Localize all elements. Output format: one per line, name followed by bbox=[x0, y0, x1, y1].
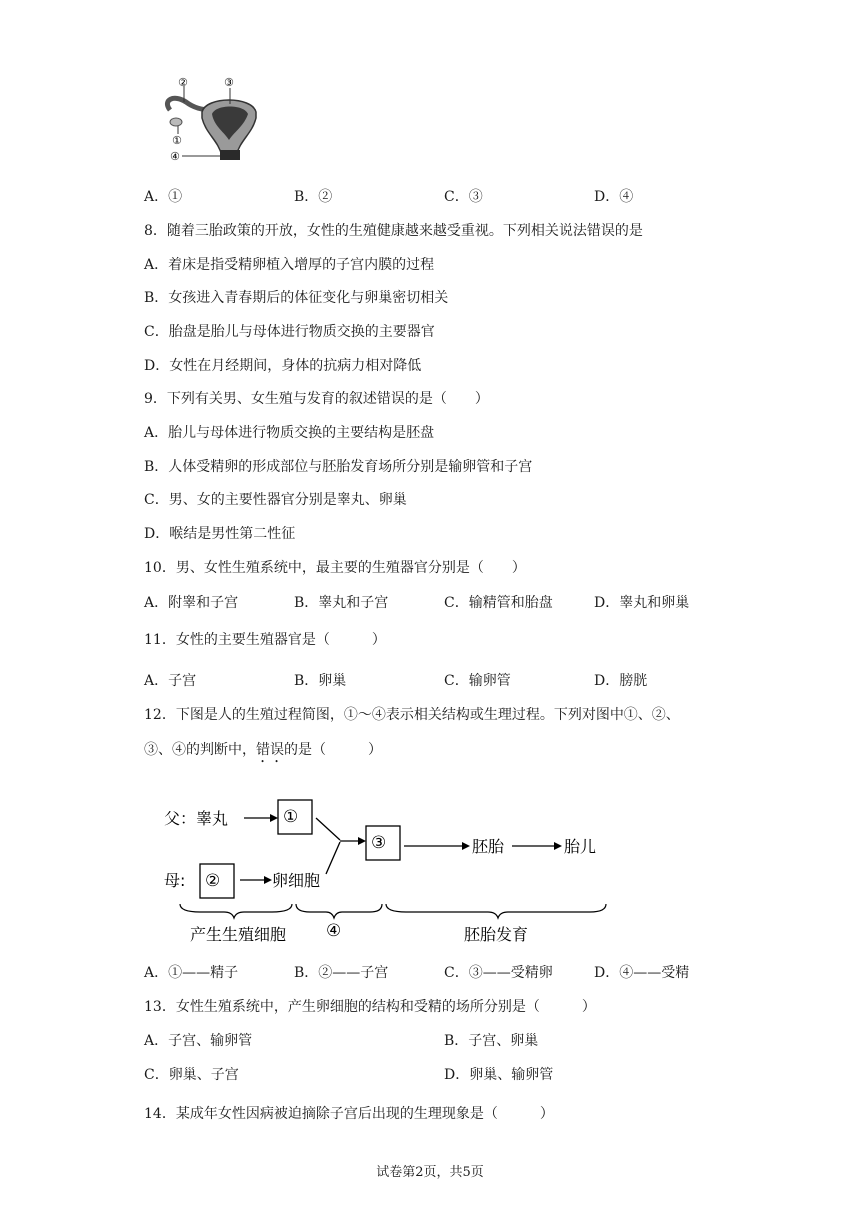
q8-option-a[interactable]: A．着床是指受精卵植入增厚的子宫内膜的过程 bbox=[144, 257, 435, 273]
q10-option-d[interactable]: D．睾丸和卵巢 bbox=[594, 595, 690, 611]
box-1: ① bbox=[283, 807, 299, 827]
uterus-diagram bbox=[156, 74, 266, 166]
q7-option-c[interactable]: C．③ bbox=[444, 189, 483, 205]
q12-stem-part-b: 的是（ ） bbox=[284, 742, 382, 758]
embryo-label: 胚胎 bbox=[472, 837, 505, 856]
q11-option-b[interactable]: B．卵巢 bbox=[294, 673, 347, 689]
q8-option-c[interactable]: C．胎盘是胎儿与母体进行物质交换的主要器官 bbox=[144, 324, 435, 340]
q9-stem: 9．下列有关男、女生殖与发育的叙述错误的是（ ） bbox=[144, 391, 489, 407]
q13-option-d[interactable]: D．卵巢、输卵管 bbox=[444, 1067, 554, 1083]
q11-option-a[interactable]: A．子宫 bbox=[144, 673, 197, 689]
label-3: ③ bbox=[224, 76, 234, 89]
brace-label-development: 胚胎发育 bbox=[464, 925, 529, 944]
q11-option-c[interactable]: C．输卵管 bbox=[444, 673, 511, 689]
q9-option-d[interactable]: D．喉结是男性第二性征 bbox=[144, 526, 296, 542]
label-1: ① bbox=[172, 134, 182, 147]
q12-option-b[interactable]: B．②——子宫 bbox=[294, 965, 389, 981]
q9-option-c[interactable]: C．男、女的主要性器官分别是睾丸、卵巢 bbox=[144, 492, 407, 508]
brace-label-gametes: 产生生殖细胞 bbox=[190, 925, 287, 944]
q13-option-a[interactable]: A．子宫、输卵管 bbox=[144, 1033, 253, 1049]
q12-emphasis: 错误 bbox=[256, 742, 284, 758]
q7-option-b[interactable]: B．② bbox=[294, 189, 333, 205]
q12-stem-line1: 12．下图是人的生殖过程简图，①～④表示相关结构或生理过程。下列对图中①、②、 bbox=[144, 707, 680, 723]
egg-label: 卵细胞 bbox=[272, 871, 321, 890]
q12-stem-part-a: ③、④的判断中， bbox=[144, 742, 256, 758]
q12-stem-line2 bbox=[144, 739, 382, 766]
q8-option-d[interactable]: D．女性在月经期间，身体的抗病力相对降低 bbox=[144, 358, 422, 374]
reproduction-process-diagram bbox=[160, 790, 620, 950]
mother-label: 母: bbox=[164, 871, 186, 890]
box-2: ② bbox=[205, 871, 221, 891]
q13-option-c[interactable]: C．卵巢、子宫 bbox=[144, 1067, 239, 1083]
page-footer: 试卷第2页，共5页 bbox=[376, 1165, 484, 1180]
q13-option-b[interactable]: B．子宫、卵巢 bbox=[444, 1033, 539, 1049]
q10-option-a[interactable]: A．附睾和子宫 bbox=[144, 595, 239, 611]
q11-stem: 11．女性的主要生殖器官是（ ） bbox=[144, 632, 386, 648]
father-label: 父：睾丸 bbox=[164, 809, 229, 828]
q9-option-a[interactable]: A．胎儿与母体进行物质交换的主要结构是胚盘 bbox=[144, 425, 435, 441]
q10-stem: 10．男、女性生殖系统中，最主要的生殖器官分别是（ ） bbox=[144, 560, 526, 576]
box-3: ③ bbox=[371, 833, 387, 853]
q8-option-b[interactable]: B．女孩进入青春期后的体征变化与卵巢密切相关 bbox=[144, 290, 449, 306]
q8-stem: 8．随着三胎政策的开放，女性的生殖健康越来越受重视。下列相关说法错误的是 bbox=[144, 223, 643, 239]
q10-option-c[interactable]: C．输精管和胎盘 bbox=[444, 595, 553, 611]
q14-stem: 14．某成年女性因病被迫摘除子宫后出现的生理现象是（ ） bbox=[144, 1106, 554, 1122]
q11-option-d[interactable]: D．膀胱 bbox=[594, 673, 648, 689]
q13-stem: 13．女性生殖系统中，产生卵细胞的结构和受精的场所分别是（ ） bbox=[144, 999, 596, 1015]
q7-option-a[interactable]: A．① bbox=[144, 189, 183, 205]
q12-option-a[interactable]: A．①——精子 bbox=[144, 965, 239, 981]
q12-option-c[interactable]: C．③——受精卵 bbox=[444, 965, 553, 981]
q10-option-b[interactable]: B．睾丸和子宫 bbox=[294, 595, 389, 611]
fetus-label: 胎儿 bbox=[564, 837, 597, 856]
q9-option-b[interactable]: B．人体受精卵的形成部位与胚胎发育场所分别是输卵管和子宫 bbox=[144, 459, 533, 475]
q7-option-d[interactable]: D．④ bbox=[594, 189, 634, 205]
label-4: ④ bbox=[170, 150, 180, 163]
brace-label-4: ④ bbox=[326, 921, 342, 941]
q12-option-d[interactable]: D．④——受精 bbox=[594, 965, 690, 981]
label-2: ② bbox=[178, 76, 188, 89]
